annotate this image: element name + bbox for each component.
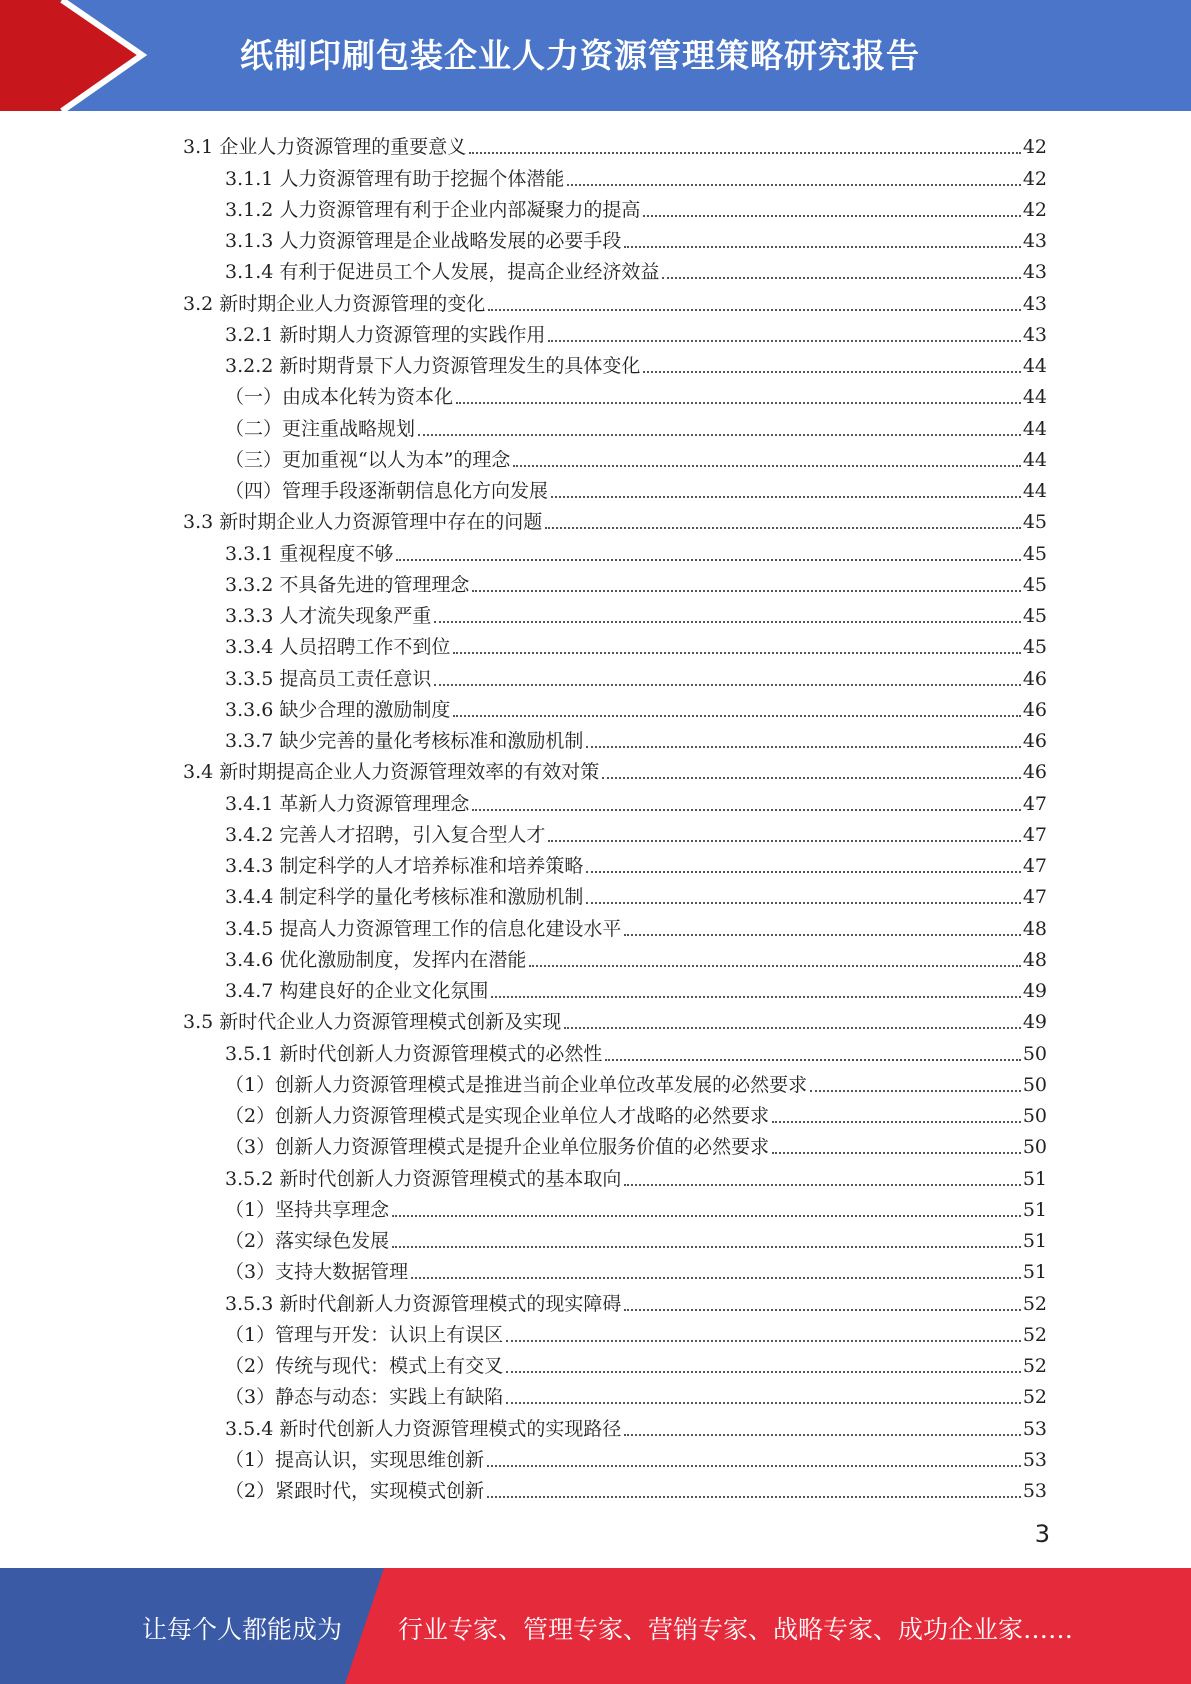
- toc-entry[interactable]: [183, 1284, 1047, 1315]
- toc-dot-leader: [506, 1340, 1021, 1342]
- toc-dot-leader: [567, 184, 1020, 186]
- toc-entry[interactable]: [183, 472, 1047, 503]
- toc-entry-title: （四）管理手段逐渐朝信息化方向发展: [225, 480, 549, 502]
- toc-entry[interactable]: [183, 1222, 1047, 1253]
- toc-entry-title: 3.3.2 不具备先进的管理理念: [225, 573, 470, 596]
- page-header: [0, 0, 1191, 111]
- table-of-contents: [183, 128, 1047, 1503]
- toc-entry-page: 51: [1022, 1230, 1047, 1252]
- toc-entry[interactable]: [183, 441, 1047, 472]
- toc-dot-leader: [411, 1277, 1021, 1279]
- toc-entry-page: 51: [1022, 1198, 1047, 1221]
- toc-dot-leader: [418, 434, 1021, 436]
- toc-entry-page: 50: [1022, 1105, 1047, 1127]
- toc-dot-leader: [643, 371, 1020, 373]
- toc-entry-page: 43: [1022, 261, 1047, 284]
- toc-entry[interactable]: [183, 1378, 1047, 1409]
- toc-entry-title: 3.1.1 人力资源管理有助于挖掘个体潜能: [225, 167, 565, 190]
- toc-dot-leader: [662, 277, 1020, 279]
- toc-dot-leader: [551, 496, 1021, 498]
- toc-dot-leader: [586, 871, 1020, 873]
- toc-dot-leader: [564, 1027, 1021, 1029]
- toc-entry-title: （1）坚持共享理念: [225, 1198, 390, 1221]
- toc-entry-page: 50: [1022, 1042, 1047, 1065]
- toc-dot-leader: [772, 1121, 1021, 1123]
- toc-entry-page: 42: [1022, 136, 1047, 159]
- toc-entry-page: 52: [1022, 1292, 1047, 1315]
- toc-entry-title: （2）落实绿色发展: [225, 1230, 390, 1252]
- toc-entry[interactable]: [183, 1003, 1047, 1034]
- toc-entry-title: （二）更注重战略规划: [225, 417, 416, 440]
- toc-entry-title: 3.5.1 新时代创新人力资源管理模式的必然性: [225, 1042, 603, 1065]
- toc-entry-title: 3.1.4 有利于促进员工个人发展，提高企业经济效益: [225, 261, 660, 284]
- toc-entry-title: （1）管理与开发：认识上有误区: [225, 1323, 504, 1346]
- toc-entry-page: 45: [1022, 542, 1047, 565]
- toc-entry-page: 42: [1022, 167, 1047, 190]
- toc-entry-title: 3.4.6 优化激励制度，发挥内在潜能: [225, 948, 527, 971]
- toc-entry[interactable]: [183, 941, 1047, 972]
- toc-entry[interactable]: [183, 1097, 1047, 1128]
- toc-entry-page: 51: [1022, 1167, 1047, 1190]
- page-number: 3: [1034, 1520, 1050, 1548]
- toc-entry[interactable]: [183, 534, 1047, 565]
- toc-entry-page: 46: [1022, 730, 1047, 752]
- toc-dot-leader: [506, 1371, 1021, 1373]
- toc-entry-title: （1）创新人力资源管理模式是推进当前企业单位改革发展的必然要求: [225, 1073, 808, 1096]
- toc-entry[interactable]: [183, 222, 1047, 253]
- toc-entry[interactable]: [183, 1159, 1047, 1190]
- toc-entry-page: 50: [1022, 1136, 1047, 1159]
- toc-entry[interactable]: [183, 159, 1047, 190]
- toc-entry-page: 44: [1022, 386, 1047, 409]
- toc-entry-title: 3.4.2 完善人才招聘，引入复合型人才: [225, 823, 546, 846]
- toc-entry[interactable]: [183, 347, 1047, 378]
- toc-entry[interactable]: [183, 878, 1047, 909]
- toc-entry[interactable]: [183, 691, 1047, 722]
- toc-entry-page: 44: [1022, 480, 1047, 502]
- toc-entry-page: 52: [1022, 1323, 1047, 1346]
- toc-dot-leader: [545, 527, 1021, 529]
- toc-entry-page: 53: [1022, 1417, 1047, 1440]
- toc-entry[interactable]: [183, 1347, 1047, 1378]
- toc-entry[interactable]: [183, 597, 1047, 628]
- toc-entry-title: 3.3.4 人员招聘工作不到位: [225, 636, 451, 659]
- toc-dot-leader: [586, 902, 1020, 904]
- arrow-chevron-icon: [0, 0, 160, 111]
- toc-entry-page: 44: [1022, 417, 1047, 440]
- toc-entry-page: 43: [1022, 323, 1047, 346]
- toc-entry-page: 52: [1022, 1386, 1047, 1409]
- toc-dot-leader: [513, 465, 1020, 467]
- toc-entry-title: 3.1 企业人力资源管理的重要意义: [183, 136, 467, 159]
- toc-dot-leader: [772, 1152, 1021, 1154]
- toc-dot-leader: [624, 934, 1020, 936]
- toc-entry[interactable]: [183, 628, 1047, 659]
- toc-entry[interactable]: [183, 191, 1047, 222]
- toc-entry-title: 3.3 新时期企业人力资源管理中存在的问题: [183, 511, 543, 534]
- toc-entry[interactable]: [183, 753, 1047, 784]
- toc-entry[interactable]: [183, 847, 1047, 878]
- toc-dot-leader: [392, 1246, 1021, 1248]
- toc-dot-leader: [643, 215, 1020, 217]
- toc-entry-title: 3.2.1 新时期人力资源管理的实践作用: [225, 323, 546, 346]
- toc-entry-page: 45: [1022, 605, 1047, 627]
- toc-entry-title: 3.1.3 人力资源管理是企业战略发展的必要手段: [225, 230, 622, 252]
- toc-entry-title: 3.5.3 新时代創新人力资源管理模式的现实障碍: [225, 1292, 622, 1315]
- toc-dot-leader: [434, 684, 1020, 686]
- toc-entry[interactable]: [183, 378, 1047, 409]
- toc-entry[interactable]: [183, 1034, 1047, 1065]
- toc-dot-leader: [624, 1434, 1020, 1436]
- toc-dot-leader: [472, 809, 1020, 811]
- toc-entry[interactable]: [183, 1128, 1047, 1159]
- toc-entry-title: （1）提高认识，实现思维创新: [225, 1448, 485, 1471]
- toc-entry-page: 48: [1022, 948, 1047, 971]
- toc-entry-page: 47: [1022, 823, 1047, 846]
- toc-entry-title: 3.2.2 新时期背景下人力资源管理发生的具体变化: [225, 355, 641, 377]
- toc-entry-page: 46: [1022, 761, 1047, 784]
- toc-dot-leader: [487, 1465, 1021, 1467]
- toc-dot-leader: [456, 402, 1021, 404]
- toc-dot-leader: [396, 559, 1020, 561]
- toc-entry[interactable]: [183, 566, 1047, 597]
- toc-entry-page: 48: [1022, 917, 1047, 940]
- toc-entry[interactable]: [183, 1316, 1047, 1347]
- toc-entry-title: 3.2 新时期企业人力资源管理的变化: [183, 292, 486, 315]
- toc-dot-leader: [434, 621, 1020, 623]
- toc-dot-leader: [487, 1496, 1021, 1498]
- toc-entry-title: 3.5.4 新时代创新人力资源管理模式的实现路径: [225, 1417, 622, 1440]
- toc-dot-leader: [392, 1215, 1021, 1217]
- footer-slogan-left: 让每个人都能成为: [142, 1615, 343, 1644]
- toc-dot-leader: [548, 840, 1020, 842]
- toc-entry-title: 3.4.1 革新人力资源管理理念: [225, 792, 470, 815]
- toc-entry[interactable]: [183, 253, 1047, 284]
- toc-dot-leader: [529, 965, 1020, 967]
- toc-entry-page: 43: [1022, 230, 1047, 252]
- toc-entry-page: 45: [1022, 573, 1047, 596]
- toc-entry[interactable]: [183, 659, 1047, 690]
- toc-entry[interactable]: [183, 972, 1047, 1003]
- toc-entry-page: 46: [1022, 698, 1047, 721]
- toc-dot-leader: [488, 309, 1021, 311]
- toc-entry-page: 50: [1022, 1073, 1047, 1096]
- toc-entry-title: 3.3.3 人才流失现象严重: [225, 605, 432, 627]
- toc-entry-title: （三）更加重视“以人为本”的理念: [225, 448, 511, 471]
- toc-dot-leader: [602, 777, 1021, 779]
- toc-entry-page: 42: [1022, 198, 1047, 221]
- toc-entry[interactable]: [183, 1472, 1047, 1503]
- toc-entry-title: 3.4.3 制定科学的人才培养标准和培养策略: [225, 855, 584, 877]
- toc-dot-leader: [491, 996, 1020, 998]
- toc-entry-title: （3）支持大数据管理: [225, 1261, 409, 1284]
- toc-entry[interactable]: [183, 722, 1047, 753]
- toc-entry-title: 3.5.2 新时代创新人力资源管理模式的基本取向: [225, 1167, 622, 1190]
- toc-entry[interactable]: [183, 316, 1047, 347]
- footer-slogan-right: 行业专家、管理专家、营销专家、战略专家、成功企业家……: [398, 1615, 1074, 1644]
- toc-entry[interactable]: [183, 409, 1047, 440]
- toc-entry-title: （一）由成本化转为资本化: [225, 386, 454, 409]
- page-footer: [0, 1568, 1191, 1684]
- toc-entry-page: 44: [1022, 448, 1047, 471]
- toc-dot-leader: [472, 590, 1020, 592]
- toc-dot-leader: [624, 1184, 1020, 1186]
- toc-entry[interactable]: [183, 1409, 1047, 1440]
- toc-entry[interactable]: [183, 1191, 1047, 1222]
- toc-entry-title: （3）创新人力资源管理模式是提升企业单位服务价值的必然要求: [225, 1136, 770, 1159]
- toc-entry[interactable]: [183, 909, 1047, 940]
- toc-entry-page: 49: [1022, 980, 1047, 1002]
- toc-entry-title: 3.4.7 构建良好的企业文化氛围: [225, 980, 489, 1002]
- toc-entry[interactable]: [183, 503, 1047, 534]
- toc-entry-title: 3.4.5 提高人力资源管理工作的信息化建设水平: [225, 917, 622, 940]
- toc-dot-leader: [624, 246, 1020, 248]
- toc-entry-page: 49: [1022, 1011, 1047, 1034]
- toc-dot-leader: [453, 652, 1020, 654]
- toc-entry-page: 53: [1022, 1480, 1047, 1502]
- toc-dot-leader: [810, 1090, 1021, 1092]
- toc-entry[interactable]: [183, 816, 1047, 847]
- toc-entry[interactable]: [183, 1441, 1047, 1472]
- toc-dot-leader: [469, 152, 1021, 154]
- toc-entry-page: 46: [1022, 667, 1047, 690]
- toc-entry-title: 3.3.7 缺少完善的量化考核标准和激励机制: [225, 730, 584, 752]
- toc-entry-title: 3.4 新时期提高企业人力资源管理效率的有效对策: [183, 761, 600, 784]
- toc-entry-page: 47: [1022, 792, 1047, 815]
- toc-entry-title: （2）传统与现代：模式上有交叉: [225, 1355, 504, 1377]
- toc-entry-title: 3.3.6 缺少合理的激励制度: [225, 698, 451, 721]
- toc-entry-title: 3.4.4 制定科学的量化考核标准和激励机制: [225, 886, 584, 909]
- toc-entry[interactable]: [183, 1066, 1047, 1097]
- toc-dot-leader: [586, 746, 1020, 748]
- toc-dot-leader: [506, 1402, 1021, 1404]
- toc-dot-leader: [605, 1059, 1020, 1061]
- toc-entry-title: 3.1.2 人力资源管理有利于企业内部凝聚力的提高: [225, 198, 641, 221]
- toc-entry[interactable]: [183, 128, 1047, 159]
- toc-entry-page: 44: [1022, 355, 1047, 377]
- toc-entry-title: 3.3.1 重视程度不够: [225, 542, 394, 565]
- toc-entry-page: 45: [1022, 511, 1047, 534]
- toc-entry-page: 51: [1022, 1261, 1047, 1284]
- toc-dot-leader: [624, 1309, 1020, 1311]
- toc-entry-page: 52: [1022, 1355, 1047, 1377]
- toc-entry-title: 3.3.5 提高员工责任意识: [225, 667, 432, 690]
- toc-dot-leader: [548, 340, 1020, 342]
- toc-entry[interactable]: [183, 1253, 1047, 1284]
- toc-entry-page: 47: [1022, 855, 1047, 877]
- toc-entry-title: （2）创新人力资源管理模式是实现企业单位人才战略的必然要求: [225, 1105, 770, 1127]
- toc-entry-page: 43: [1022, 292, 1047, 315]
- toc-entry-page: 45: [1022, 636, 1047, 659]
- toc-entry-title: （2）紧跟时代，实现模式创新: [225, 1480, 485, 1502]
- report-title: 纸制印刷包装企业人力资源管理策略研究报告: [240, 36, 920, 75]
- toc-entry[interactable]: [183, 284, 1047, 315]
- toc-entry-title: 3.5 新时代企业人力资源管理模式创新及实现: [183, 1011, 562, 1034]
- toc-entry[interactable]: [183, 784, 1047, 815]
- toc-entry-page: 53: [1022, 1448, 1047, 1471]
- toc-entry-page: 47: [1022, 886, 1047, 909]
- toc-entry-title: （3）静态与动态：实践上有缺陷: [225, 1386, 504, 1409]
- toc-dot-leader: [453, 715, 1020, 717]
